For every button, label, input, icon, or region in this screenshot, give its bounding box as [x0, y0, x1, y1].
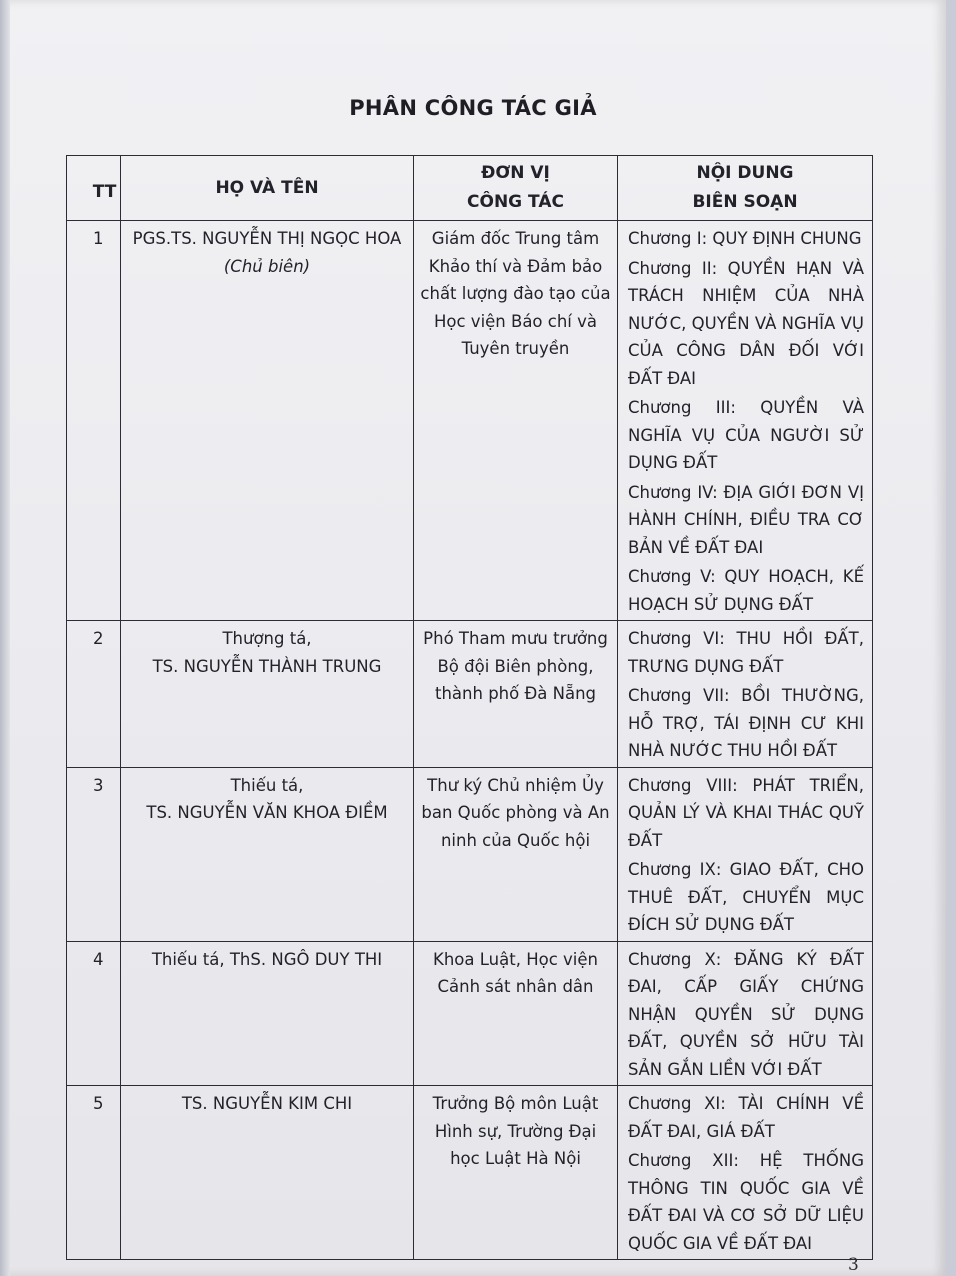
row-number: 3 — [67, 767, 121, 941]
table-row — [67, 1086, 873, 1260]
authors-table — [66, 155, 873, 1260]
chapter-item: Chương XI: TÀI CHÍNH VỀ ĐẤT ĐAI, GIÁ ĐẤT — [628, 1094, 864, 1141]
author-name-text: TS. NGUYỄN VĂN KHOA ĐIỀM — [146, 803, 388, 822]
author-unit: Thư ký Chủ nhiệm Ủy ban Quốc phòng và An ninh của Quốc hội — [414, 767, 618, 941]
table-row — [67, 941, 873, 1086]
header-tt: TT — [67, 156, 121, 221]
row-number: 5 — [67, 1086, 121, 1260]
author-rank: Thiếu tá, — [230, 775, 304, 795]
author-name — [121, 221, 414, 621]
row-number: 4 — [67, 941, 121, 1086]
header-content — [618, 156, 873, 221]
row-number: 1 — [67, 221, 121, 621]
page-title: PHÂN CÔNG TÁC GIẢ — [349, 96, 597, 120]
author-role-note: (Chủ biên) — [223, 256, 311, 276]
author-chapters — [618, 621, 873, 768]
header-unit-line-2: CÔNG TÁC — [467, 192, 564, 212]
author-unit: Trưởng Bộ môn Luật Hình sự, Trường Đại học Luật Hà Nội — [414, 1086, 618, 1260]
page-number: 3 — [848, 1255, 859, 1275]
row-number: 2 — [67, 621, 121, 768]
chapter-item: Chương V: QUY HOẠCH, KẾ HOẠCH SỬ DỤNG ĐẤT — [628, 567, 864, 614]
author-name: Thiếu tá, ThS. NGÔ DUY THI — [121, 941, 414, 1086]
chapter-item: Chương VIII: PHÁT TRIỂN, QUẢN LÝ VÀ KHAI THÁC QUỸ ĐẤT — [628, 775, 864, 850]
chapter-item: Chương X: ĐĂNG KÝ ĐẤT ĐAI, CẤP GIẤY CHỨNG NHẬN QUYỀN SỬ DỤNG ĐẤT, QUYỀN SỞ HỮU TÀI SẢN GẮN LIỀN VỚI ĐẤT — [628, 949, 864, 1079]
table-row — [67, 221, 873, 621]
header-name: HỌ VÀ TÊN — [121, 156, 414, 221]
chapter-item: Chương II: QUYỀN HẠN VÀ TRÁCH NHIỆM CỦA NHÀ NƯỚC, QUYỀN VÀ NGHĨA VỤ CỦA CÔNG DÂN ĐỐI VỚI ĐẤT ĐAI — [628, 258, 864, 388]
table-row — [67, 767, 873, 941]
author-unit: Khoa Luật, Học viện Cảnh sát nhân dân — [414, 941, 618, 1086]
header-content-line-1: NỘI DUNG — [696, 163, 794, 183]
chapter-item: Chương III: QUYỀN VÀ NGHĨA VỤ CỦA NGƯỜI SỬ DỤNG ĐẤT — [628, 398, 864, 472]
author-name-text: PGS.TS. NGUYỄN THỊ NGỌC HOA — [132, 229, 402, 248]
author-unit: Giám đốc Trung tâm Khảo thí và Đảm bảo chất lượng đào tạo của Học viện Báo chí và Tuyên truyền — [414, 221, 618, 621]
chapter-item: Chương IX: GIAO ĐẤT, CHO THUÊ ĐẤT, CHUYỂN MỤC ĐÍCH SỬ DỤNG ĐẤT — [628, 860, 864, 934]
table-row — [67, 621, 873, 768]
chapter-item: Chương VII: BỒI THƯỜNG, HỖ TRỢ, TÁI ĐỊNH CƯ KHI NHÀ NƯỚC THU HỒI ĐẤT — [628, 686, 864, 760]
author-chapters — [618, 767, 873, 941]
chapter-item: Chương XII: HỆ THỐNG THÔNG TIN QUỐC GIA VỀ ĐẤT ĐAI VÀ CƠ SỞ DỮ LIỆU QUỐC GIA VỀ ĐẤT ĐAI — [628, 1151, 864, 1253]
author-rank: Thượng tá, — [222, 629, 312, 648]
chapter-item: Chương IV: ĐỊA GIỚI ĐƠN VỊ HÀNH CHÍNH, ĐIỀU TRA CƠ BẢN VỀ ĐẤT ĐAI — [628, 482, 864, 557]
table-header-row — [67, 156, 873, 221]
author-name: TS. NGUYỄN KIM CHI — [121, 1086, 414, 1260]
chapter-item: Chương VI: THU HỒI ĐẤT, TRƯNG DỤNG ĐẤT — [628, 629, 864, 676]
header-unit-line-1: ĐƠN VỊ — [481, 163, 550, 183]
author-name-text: TS. NGUYỄN THÀNH TRUNG — [152, 656, 382, 676]
author-unit: Phó Tham mưu trưởng Bộ đội Biên phòng, thành phố Đà Nẵng — [414, 621, 618, 768]
chapter-item: Chương I: QUY ĐỊNH CHUNG — [628, 229, 862, 248]
author-name — [121, 767, 414, 941]
author-chapters — [618, 1086, 873, 1260]
author-chapters — [618, 941, 873, 1086]
header-unit — [414, 156, 618, 221]
header-content-line-2: BIÊN SOẠN — [692, 192, 798, 212]
author-name — [121, 621, 414, 768]
author-chapters — [618, 221, 873, 621]
page-edge — [0, 0, 10, 1276]
